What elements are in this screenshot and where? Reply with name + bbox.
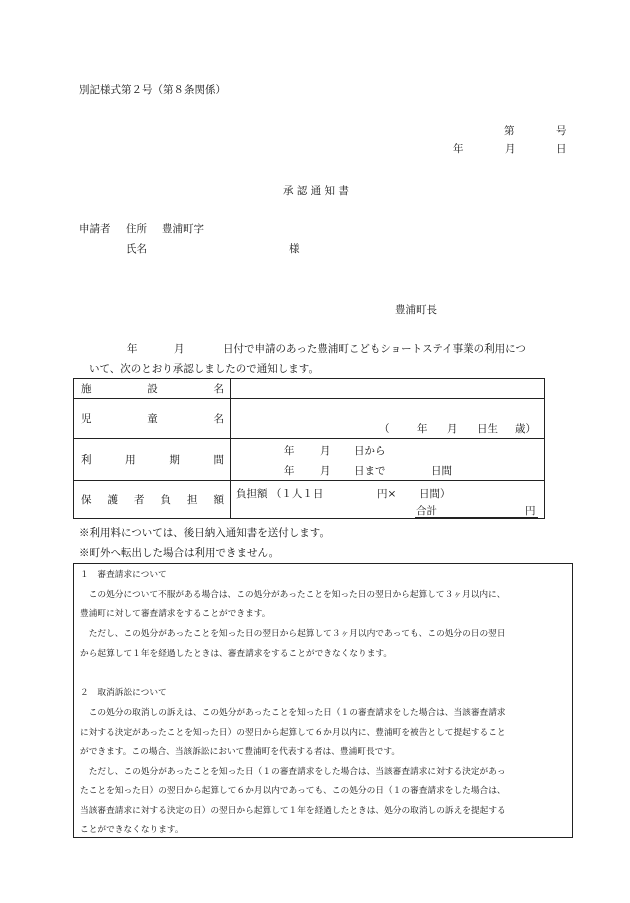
charge-label-char: 負	[160, 494, 171, 506]
facility-row	[74, 379, 545, 399]
child-age-month: 月	[447, 423, 458, 435]
notice-s1-p1-line: この処分について不服がある場合は、この処分があったことを知った日の翌日から起算して３ヶ月以内に、	[80, 590, 506, 600]
document-number-prefix: 第	[504, 125, 515, 137]
document-title: 承 認 通 知 書	[283, 185, 349, 197]
charge-per-day: 負担額 （１人１日	[236, 488, 324, 500]
period-from-month: 月	[320, 445, 331, 457]
approval-table	[73, 378, 545, 519]
period-to-day: 日まで	[354, 465, 386, 477]
period-days: 日間	[431, 465, 452, 477]
notice-s2-p2-line: ただし、この処分があったことを知った日（１の審査請求をした場合は、当該審査請求に対する決定があっ	[80, 767, 506, 777]
notice-s2-p1-line: に対する決定があったことを知った日）の翌日から起算して６か月以内に、豊浦町を被告として提起すること	[80, 728, 506, 738]
charge-label-char: 保	[81, 494, 92, 506]
child-age-year: 年	[417, 423, 428, 435]
charge-row	[74, 481, 545, 519]
applicant-address-value: 豊浦町字	[162, 223, 204, 235]
facility-label-char: 設	[147, 383, 158, 395]
note-payment: ※利用料については、後日納入通知書を送付します。	[79, 527, 330, 539]
charge-total-label: 合計	[416, 505, 437, 517]
child-age-years: 歳）	[515, 423, 536, 435]
charge-label	[74, 481, 231, 519]
notice-s2-p2-line: 当該審査請求に対する決定の日）の翌日から起算して１年を経過したときは、処分の取消しの訴えを提起する	[80, 806, 506, 816]
date-month: 月	[505, 143, 516, 155]
charge-label-char: 担	[187, 494, 198, 506]
charge-total-unit: 円	[525, 505, 536, 517]
body-year: 年	[127, 343, 138, 355]
period-label-char: 利	[81, 454, 92, 466]
notice-s2-p1-line: ができます。この場合、当該訴訟において豊浦町を代表する者は、豊浦町長です。	[80, 747, 401, 757]
date-day: 日	[556, 143, 567, 155]
appeal-notice-box	[73, 563, 573, 838]
document-number-suffix: 号	[556, 125, 567, 137]
note-relocation: ※町外へ転出した場合は利用できません。	[79, 547, 280, 559]
form-label: 別記様式第２号（第８条関係）	[79, 84, 226, 96]
charge-label-char: 額	[213, 494, 224, 506]
applicant-name-label: 氏名	[126, 243, 147, 255]
date-year: 年	[453, 143, 464, 155]
period-label-char: 用	[125, 454, 136, 466]
notice-s2-heading: ２ 取消訴訟について	[80, 688, 167, 698]
body-month: 月	[174, 343, 185, 355]
body-line1: 日付で申請のあった豊浦町こどもショートステイ事業の利用につ	[223, 343, 526, 355]
body-line2: いて、次のとおり承認しましたので通知します。	[89, 363, 319, 375]
charge-yen-times: 円×	[377, 488, 397, 500]
child-row	[74, 399, 545, 439]
applicant-role: 申請者	[79, 223, 111, 235]
notice-s1-heading: １ 審査請求について	[80, 570, 167, 580]
charge-value	[231, 481, 545, 519]
child-age-birthday: 日生	[477, 423, 498, 435]
applicant-honorific: 様	[289, 243, 300, 255]
issuer: 豊浦町長	[395, 304, 437, 316]
notice-s1-p2-line: ただし、この処分があったことを知った日の翌日から起算して３ヶ月以内であっても、この処分の日の翌日	[80, 629, 506, 639]
period-from-year: 年	[284, 445, 295, 457]
child-label-char: 名	[213, 413, 224, 425]
period-value	[231, 439, 545, 481]
period-label	[74, 439, 231, 481]
charge-label-char: 者	[134, 494, 145, 506]
period-label-char: 期	[169, 454, 180, 466]
charge-total-underline	[415, 517, 538, 518]
applicant-address-label: 住所	[126, 223, 147, 235]
period-to-month: 月	[320, 465, 331, 477]
notice-s2-p1-line: この処分の取消しの訴えは、この処分があったことを知った日（１の審査請求をした場合は、当該審査請求	[80, 708, 506, 718]
charge-label-char: 護	[107, 494, 118, 506]
period-row	[74, 439, 545, 481]
notice-s1-p1-line: 豊浦町に対して審査請求をすることができます。	[80, 609, 271, 619]
notice-s2-p2-line: たことを知った日）の翌日から起算して６か月以内であっても、この処分の日（１の審査請求をした場合は、	[80, 786, 506, 796]
child-label-char: 児	[81, 413, 92, 425]
child-label-char: 童	[147, 413, 158, 425]
notice-s1-p2-line: から起算して１年を経過したときは、審査請求をすることができなくなります。	[80, 649, 393, 659]
period-from-day: 日から	[354, 445, 386, 457]
child-label	[74, 399, 231, 439]
period-to-year: 年	[284, 465, 295, 477]
facility-label-char: 名	[213, 383, 224, 395]
period-label-char: 間	[213, 454, 224, 466]
notice-s2-p2-line: ことができなくなります。	[80, 825, 184, 835]
facility-label-char: 施	[81, 383, 92, 395]
child-age-open: （	[379, 423, 390, 435]
facility-label	[74, 379, 231, 399]
child-value	[231, 399, 545, 439]
charge-days: 日間）	[419, 488, 451, 500]
facility-value	[231, 379, 545, 399]
